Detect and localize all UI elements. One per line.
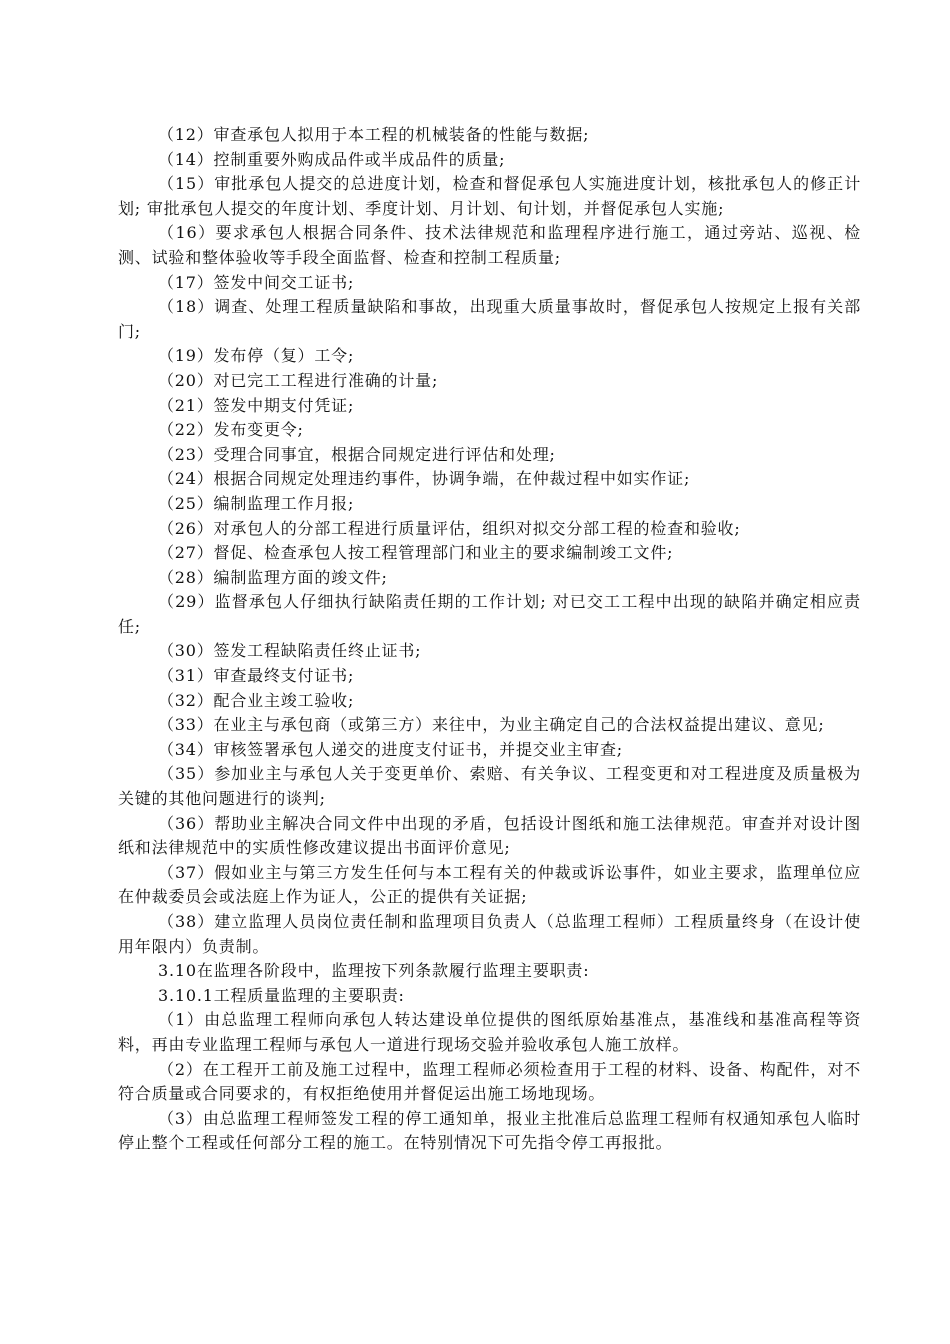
paragraph-item-32: （32）配合业主竣工验收; <box>158 690 355 710</box>
section-heading-3-10: 3.10在监理各阶段中，监理按下列条款履行监理主要职责: <box>158 961 590 981</box>
paragraph-item-26: （26）对承包人的分部工程进行质量评估，组织对拟交分部工程的检查和验收; <box>158 518 741 538</box>
paragraph-item-36: （36）帮助业主解决合同文件中出现的矛盾，包括设计图纸和施工法律规范。审查并对设计图纸和法律规范中的实质性修改建议提出书面评价意见; <box>118 813 861 858</box>
paragraph-item-20: （20）对已完工工程进行准确的计量; <box>158 370 439 390</box>
paragraph-item-15: （15）审批承包人提交的总进度计划，检查和督促承包人实施进度计划，核批承包人的修正计划; 审批承包人提交的年度计划、季度计划、月计划、旬计划，并督促承包人实施; <box>118 174 861 218</box>
section-heading-3-10-1: 3.10.1工程质量监理的主要职责: <box>158 985 405 1005</box>
paragraph-item-27: （27）督促、检查承包人按工程管理部门和业主的要求编制竣工文件; <box>158 543 674 563</box>
paragraph-item-22: （22）发布变更令; <box>158 420 304 440</box>
paragraph-item-24: （24）根据合同规定处理违约事件，协调争端，在仲裁过程中如实作证; <box>158 469 691 489</box>
paragraph-sub-item-1: （1）由总监理工程师向承包人转达建设单位提供的图纸原始基准点，基准线和基准高程等资料，再由专业监理工程师与承包人一道进行现场交验并验收承包人施工放样。 <box>118 1010 861 1054</box>
paragraph-item-38: （38）建立监理人员岗位责任制和监理项目负责人（总监理工程师）工程质量终身（在设计使用年限内）负责制。 <box>118 912 861 956</box>
paragraph-item-12: （12）审查承包人拟用于本工程的机械装备的性能与数据; <box>158 125 590 144</box>
paragraph-item-16: （16）要求承包人根据合同条件、技术法律规范和监理程序进行施工，通过旁站、巡视、检测、试验和整体验收等手段全面监督、检查和控制工程质量; <box>118 223 861 267</box>
paragraph-item-28: （28）编制监理方面的竣文件; <box>158 567 388 587</box>
paragraph-item-23: （23）受理合同事宜，根据合同规定进行评估和处理; <box>158 444 556 464</box>
paragraph-item-18: （18）调查、处理工程质量缺陷和事故，出现重大质量事故时，督促承包人按规定上报有关部门; <box>118 297 861 341</box>
paragraph-item-29: （29）监督承包人仔细执行缺陷责任期的工作计划; 对已交工工程中出现的缺陷并确定相应责任; <box>118 592 861 636</box>
paragraph-item-33: （33）在业主与承包商（或第三方）来往中，为业主确定自己的合法权益提出建议、意见; <box>158 715 825 735</box>
document-page <box>118 123 861 1156</box>
paragraph-item-25: （25）编制监理工作月报; <box>158 493 355 513</box>
paragraph-sub-item-3: （3）由总监理工程师签发工程的停工通知单，报业主批准后总监理工程师有权通知承包人临时停止整个工程或任何部分工程的施工。在特别情况下可先指令停工再报批。 <box>118 1108 861 1153</box>
paragraph-item-14: （14）控制重要外购成品件或半成品件的质量; <box>158 149 506 169</box>
paragraph-item-17: （17）签发中间交工证书; <box>158 272 355 292</box>
paragraph-item-31: （31）审查最终支付证书; <box>158 666 355 686</box>
paragraph-sub-item-2: （2）在工程开工前及施工过程中，监理工程师必须检查用于工程的材料、设备、构配件，对不符合质量或合同要求的，有权拒绝使用并督促运出施工场地现场。 <box>118 1059 861 1104</box>
paragraph-item-30: （30）签发工程缺陷责任终止证书; <box>158 641 422 661</box>
paragraph-item-35: （35）参加业主与承包人关于变更单价、索赔、有关争议、工程变更和对工程进度及质量极为关键的其他问题进行的谈判; <box>118 764 861 809</box>
paragraph-item-19: （19）发布停（复）工令; <box>158 346 355 366</box>
paragraph-item-21: （21）签发中期支付凭证; <box>158 395 355 415</box>
paragraph-item-37: （37）假如业主与第三方发生任何与本工程有关的仲裁或诉讼事件，如业主要求，监理单位应在仲裁委员会或法庭上作为证人，公正的提供有关证据; <box>118 862 861 907</box>
paragraph-item-34: （34）审核签署承包人递交的进度支付证书，并提交业主审查; <box>158 739 623 759</box>
